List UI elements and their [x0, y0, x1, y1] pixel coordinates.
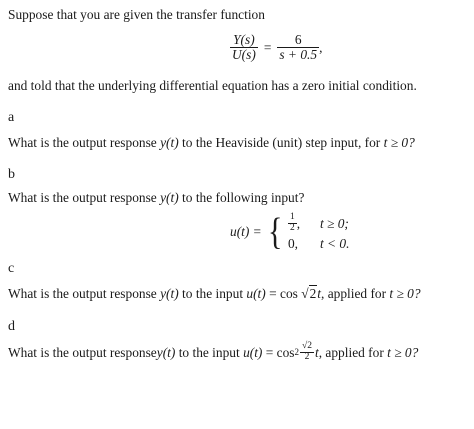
question-middle: to the input [175, 344, 244, 360]
transfer-function-fraction [277, 33, 319, 62]
question-middle: to the Heaviside (unit) step input, for [178, 135, 384, 150]
output-symbol: y(t) [156, 344, 176, 360]
question-suffix: , applied for [318, 344, 388, 360]
part-a-label: a [8, 110, 15, 125]
case-2-condition: t < 0. [319, 235, 350, 251]
part-a-question [8, 136, 415, 149]
question-suffix: , applied for [321, 286, 390, 301]
half-numerator: 1 [289, 212, 295, 222]
case-row-1 [288, 213, 350, 234]
sqrt-expression [301, 287, 317, 300]
equation-comma: , [319, 39, 323, 55]
output-input-ratio [230, 33, 258, 62]
half-denominator: 2 [289, 222, 295, 233]
part-b-label: b [8, 167, 15, 182]
tf-numerator: 6 [294, 32, 302, 47]
question-prefix: What is the output response [8, 344, 157, 360]
equals-sign: = [263, 39, 272, 55]
one-half-fraction [288, 213, 297, 234]
time-condition: t ≥ 0? [389, 286, 421, 301]
piecewise-input-equation [230, 210, 350, 253]
time-variable: t [314, 344, 319, 360]
time-condition: t ≥ 0? [387, 344, 419, 360]
question-middle: to the input [178, 286, 247, 301]
input-lhs: u(t) = [230, 223, 262, 239]
part-b-question [8, 191, 304, 204]
case-2-value: 0, [287, 235, 299, 251]
output-symbol: y(t) [160, 190, 179, 205]
case-row-2 [288, 237, 350, 250]
input-symbol: u(t) [246, 286, 266, 301]
fraction-numerator: √2 [302, 341, 312, 351]
question-prefix: What is the output response [8, 286, 161, 301]
case-1-condition: t ≥ 0; [319, 215, 349, 231]
tf-denominator: s + 0.5 [279, 47, 318, 63]
output-symbol: y(t) [160, 286, 179, 301]
input-symbol: u(t) [243, 344, 263, 360]
radicand: 2 [309, 286, 317, 301]
case-1-value [288, 213, 314, 234]
sqrt-symbol: √ [301, 286, 309, 301]
intro-condition-text: and told that the underlying differential equation has a zero initial condition. [8, 78, 417, 93]
question-prefix: What is the output response [8, 190, 161, 205]
fraction-denominator: 2 [300, 352, 314, 363]
part-d-question [8, 342, 418, 363]
left-brace: { [267, 210, 283, 253]
question-suffix: to the following input? [178, 190, 305, 205]
transfer-function-equation [230, 33, 322, 62]
part-d-label: d [8, 319, 15, 334]
time-variable: t [317, 286, 321, 301]
cos-expression: = cos [265, 286, 302, 301]
part-c-label: c [8, 261, 15, 276]
sqrt2-over-2-fraction [300, 342, 314, 363]
question-prefix: What is the output response [8, 135, 161, 150]
ratio-denominator: U(s) [232, 47, 256, 63]
output-symbol: y(t) [160, 135, 179, 150]
cos-expression: = cos [262, 344, 295, 360]
time-condition: t ≥ 0? [383, 135, 415, 150]
part-c-question [8, 287, 421, 300]
piecewise-cases [288, 213, 350, 250]
case-1-comma: , [296, 215, 301, 231]
intro-text: Suppose that you are given the transfer function [8, 7, 265, 22]
square-exponent: 2 [294, 346, 300, 357]
ratio-numerator: Y(s) [233, 32, 255, 47]
